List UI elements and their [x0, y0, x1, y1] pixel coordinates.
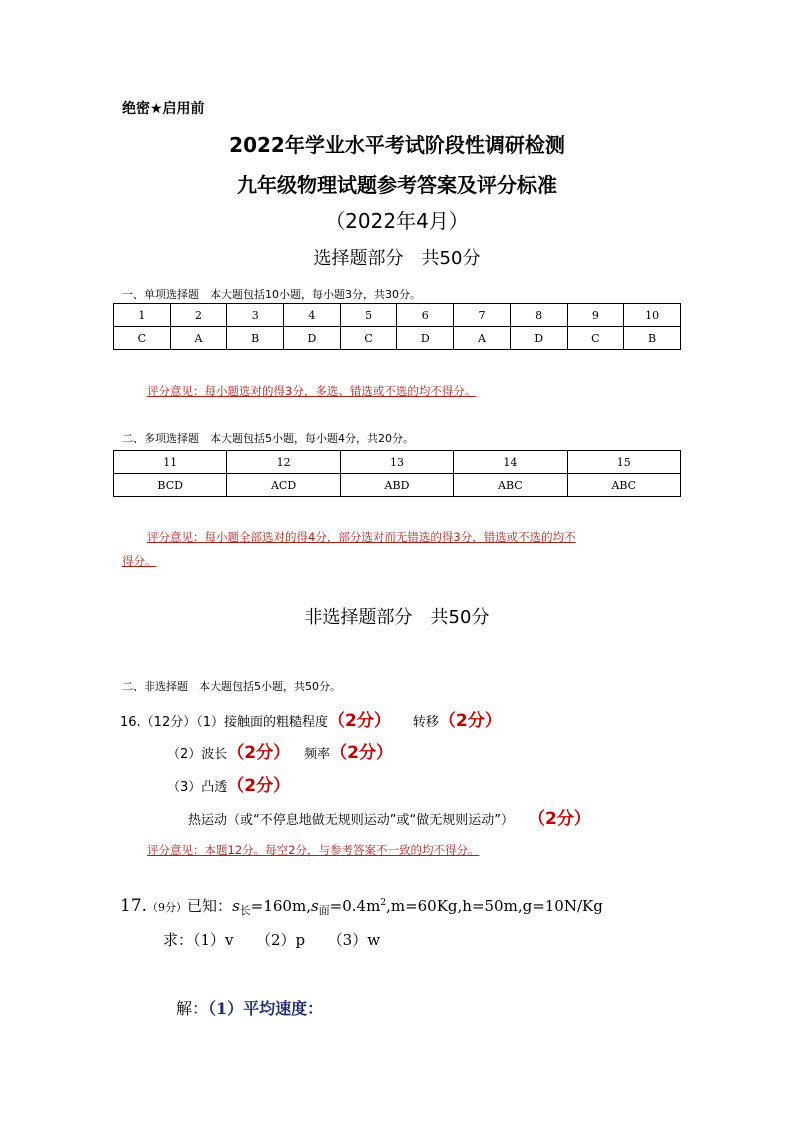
table-cell: 9 — [567, 304, 624, 327]
table-cell: 6 — [397, 304, 454, 327]
points-label: （2分） — [328, 711, 391, 731]
table-cell: 4 — [284, 304, 341, 327]
q17-known — [120, 895, 603, 918]
q16-remark — [147, 842, 479, 858]
table-cell: C — [340, 327, 397, 350]
table-cell: C — [567, 327, 624, 350]
table-cell: ABD — [340, 474, 453, 497]
table-cell: C — [114, 327, 171, 350]
answer-key-title: 九年级物理试题参考答案及评分标准 — [237, 173, 557, 197]
q16-answer: 热运动（或“不停息地做无规则运动”或“做无规则运动”） — [188, 813, 514, 828]
table-cell: ABC — [454, 474, 567, 497]
table-cell: 15 — [567, 451, 680, 474]
exam-title: 2022年学业水平考试阶段性调研检测 — [229, 133, 565, 157]
multi-choice-table — [113, 450, 681, 497]
var-s: s — [232, 897, 240, 915]
value: ,m=60Kg,h=50m,g=10N/Kg — [386, 897, 603, 915]
var-s: s — [310, 897, 319, 915]
table-cell: A — [454, 327, 511, 350]
solution-step: （1）平均速度： — [208, 999, 324, 1018]
exam-date: （2022年4月） — [325, 209, 469, 233]
q16-line1 — [120, 706, 502, 731]
q17-score: （9分） — [147, 901, 188, 914]
table-cell: B — [227, 327, 284, 350]
q17-ask: 求：（1）v （2）p （3）w — [163, 931, 381, 949]
points-label: （2分） — [227, 776, 291, 796]
multi-choice-remark — [147, 529, 576, 545]
q16-line2 — [167, 738, 393, 763]
q16-answer: 频率 — [304, 747, 331, 762]
table-cell: B — [624, 327, 681, 350]
multi-choice-title: 二、多项选择题 本大题包括5小题，每小题4分，共20分。 — [122, 432, 414, 445]
q17-solution — [176, 996, 323, 1019]
multi-choice-remark-cont — [122, 553, 157, 569]
part1-heading: 选择题部分 共50分 — [313, 248, 481, 269]
subscript: 长 — [239, 904, 251, 917]
table-cell: 1 — [114, 304, 171, 327]
points-label: （2分） — [438, 711, 502, 731]
table-cell: 5 — [340, 304, 397, 327]
remark-text: 评分意见：每小题全部选对的得4分，部分选对而无错选的得3分，错选或不选的均不 — [147, 530, 576, 544]
q16-line3 — [167, 771, 290, 796]
table-row — [114, 451, 681, 474]
part2-heading: 非选择题部分 共50分 — [304, 607, 490, 628]
confidential-label: 绝密★启用前 — [122, 101, 205, 117]
q16-answer: （3）凸透 — [167, 780, 228, 795]
value: =160m, — [250, 897, 311, 915]
superscript: 2 — [380, 898, 387, 908]
table-cell: 13 — [340, 451, 453, 474]
q17-number: 17. — [120, 896, 148, 916]
value: =0.4m — [329, 897, 381, 915]
table-cell: 11 — [114, 451, 227, 474]
single-choice-title: 一、单项选择题 本大题包括10小题，每小题3分，共30分。 — [122, 288, 421, 301]
solution-label: 解： — [176, 999, 209, 1018]
table-cell: D — [510, 327, 567, 350]
points-label: （2分） — [527, 809, 591, 829]
q16-answer: 转移 — [412, 715, 439, 730]
table-row — [114, 304, 681, 327]
q16-answer: （2）波长 — [167, 747, 228, 762]
subscript: 面 — [318, 904, 330, 917]
table-cell: A — [170, 327, 227, 350]
table-cell: BCD — [114, 474, 227, 497]
q16-line4 — [188, 804, 591, 829]
table-cell: 8 — [510, 304, 567, 327]
points-label: （2分） — [227, 743, 291, 763]
non-choice-title: 二、非选择题 本大题包括5小题，共50分。 — [122, 680, 341, 693]
table-cell: 14 — [454, 451, 567, 474]
table-cell: 12 — [227, 451, 340, 474]
remark-text: 评分意见：本题12分。每空2分，与参考答案不一致的均不得分。 — [147, 843, 480, 857]
table-cell: D — [397, 327, 454, 350]
table-cell: ACD — [227, 474, 340, 497]
table-row — [114, 474, 681, 497]
remark-text: 得分。 — [122, 554, 157, 568]
table-cell: D — [284, 327, 341, 350]
remark-text: 评分意见：每小题选对的得3分，多选、错选或不选的均不得分。 — [147, 384, 477, 398]
table-row — [114, 327, 681, 350]
table-cell: 7 — [454, 304, 511, 327]
table-cell: ABC — [567, 474, 680, 497]
table-cell: 10 — [624, 304, 681, 327]
table-cell: 2 — [170, 304, 227, 327]
q16-answer: 16.（12分）（1）接触面的粗糙程度 — [120, 715, 328, 730]
points-label: （2分） — [330, 743, 393, 763]
single-choice-table — [113, 303, 681, 350]
q17-known-label: 已知： — [187, 897, 233, 915]
table-cell: 3 — [227, 304, 284, 327]
single-choice-remark — [147, 383, 476, 399]
